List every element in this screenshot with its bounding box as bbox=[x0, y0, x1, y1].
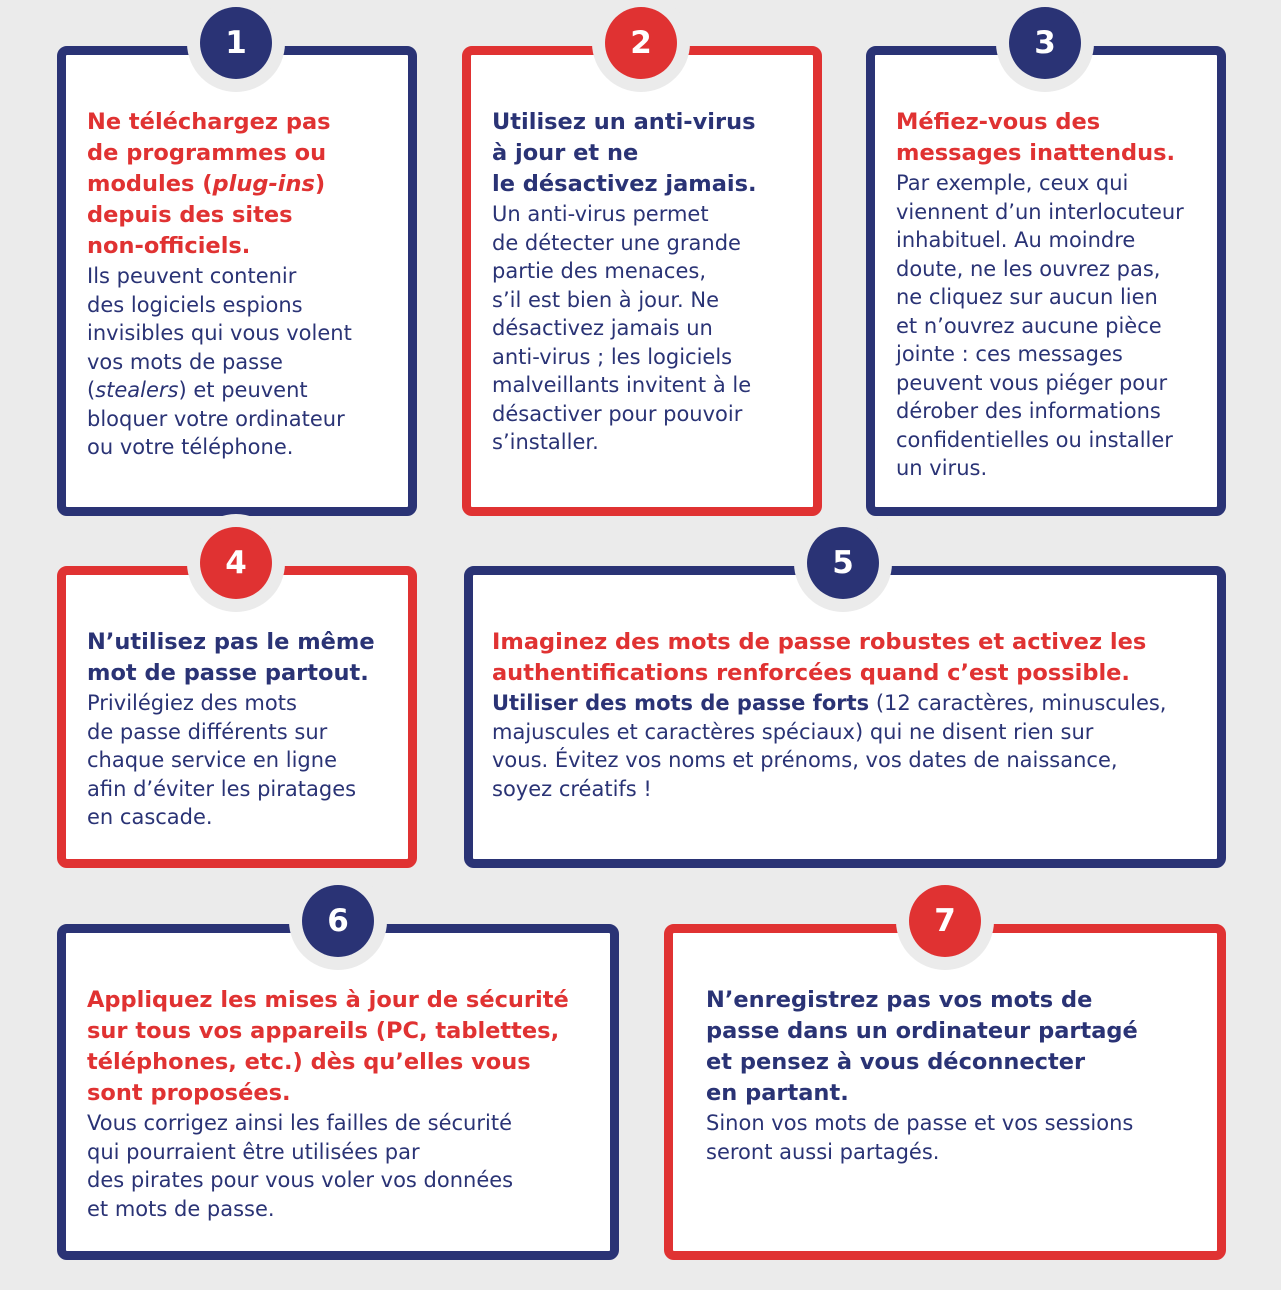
body-line: Un anti-virus permet bbox=[492, 202, 709, 226]
tip-number-badge-7: 7 bbox=[909, 885, 981, 957]
tip-title-1 bbox=[87, 107, 398, 262]
body-line: ne cliquez sur aucun lien bbox=[896, 285, 1158, 309]
tip-content-3 bbox=[896, 107, 1207, 483]
title-line: sont proposées. bbox=[87, 1080, 291, 1106]
tip-card-2 bbox=[462, 25, 822, 516]
body-line: peuvent vous piéger pour bbox=[896, 370, 1168, 395]
body-line: dérober des informations bbox=[896, 399, 1161, 423]
tip-card-6 bbox=[57, 903, 619, 1260]
title-line: passe dans un ordinateur partagé bbox=[706, 1018, 1138, 1044]
tip-title-7 bbox=[706, 985, 1207, 1109]
title-line: Méfiez-vous des bbox=[896, 109, 1101, 135]
title-line: non-officiels. bbox=[87, 233, 251, 259]
title-line: à jour et ne bbox=[492, 140, 639, 166]
title-line: Appliquez les mises à jour de sécurité bbox=[87, 987, 569, 1013]
title-line: Utilisez un anti-virus bbox=[492, 109, 756, 135]
title-line: mot de passe partout. bbox=[87, 660, 369, 686]
body-line: ou votre téléphone. bbox=[87, 435, 294, 459]
tip-title-2 bbox=[492, 107, 803, 200]
body-line: malveillants invitent à le bbox=[492, 373, 752, 397]
tip-body-3 bbox=[896, 169, 1207, 483]
body-line: partie des menaces, bbox=[492, 259, 706, 283]
body-line: des logiciels espions bbox=[87, 292, 303, 317]
body-line: et n’ouvrez aucune pièce bbox=[896, 313, 1162, 338]
tip-body-1 bbox=[87, 262, 398, 462]
body-line: et mots de passe. bbox=[87, 1196, 275, 1221]
tip-card-5 bbox=[464, 545, 1226, 868]
tip-title-3 bbox=[896, 107, 1207, 169]
tip-body-2 bbox=[492, 200, 803, 457]
title-line: Ne téléchargez pas bbox=[87, 109, 331, 135]
body-line: bloquer votre ordinateur bbox=[87, 406, 345, 431]
tip-card-3 bbox=[866, 25, 1226, 516]
body-line: chaque service en ligne bbox=[87, 748, 337, 772]
tip-card-4 bbox=[57, 545, 417, 868]
title-line: N’enregistrez pas vos mots de bbox=[706, 987, 1093, 1013]
body-line: Sinon vos mots de passe et vos sessions bbox=[706, 1111, 1134, 1135]
body-line: s’installer. bbox=[492, 430, 599, 454]
body-line-italic: stealers bbox=[95, 378, 179, 402]
tip-body-5 bbox=[492, 689, 1207, 803]
body-line: afin d’éviter les piratages bbox=[87, 776, 357, 801]
title-line-italic: plug-ins bbox=[212, 171, 315, 197]
title-line: authentifications renforcées quand c’est possible. bbox=[492, 660, 1130, 686]
title-line: messages inattendus. bbox=[896, 140, 1176, 166]
body-line: doute, ne les ouvrez pas, bbox=[896, 256, 1161, 281]
tip-title-4 bbox=[87, 627, 398, 689]
body-line: de détecter une grande bbox=[492, 230, 741, 255]
body-line: de passe différents sur bbox=[87, 719, 328, 744]
body-line: Ils peuvent contenir bbox=[87, 264, 297, 288]
body-line: des pirates pour vous voler vos données bbox=[87, 1168, 514, 1192]
tip-number-badge-5: 5 bbox=[807, 527, 879, 599]
tip-number-badge-1: 1 bbox=[200, 7, 272, 79]
body-line: Vous corrigez ainsi les failles de sécurité bbox=[87, 1111, 512, 1135]
tip-content-2 bbox=[492, 107, 803, 457]
body-line: jointe : ces messages bbox=[896, 342, 1123, 366]
tip-body-7 bbox=[706, 1109, 1207, 1166]
body-line: invisibles qui vous volent bbox=[87, 321, 352, 345]
tip-title-6 bbox=[87, 985, 600, 1109]
tip-card-7 bbox=[664, 903, 1226, 1260]
tip-body-4 bbox=[87, 689, 398, 832]
body-line: majuscules et caractères spéciaux) qui ne disent rien sur bbox=[492, 719, 1094, 744]
body-line: vos mots de passe bbox=[87, 349, 283, 374]
body-line: désactiver pour pouvoir bbox=[492, 401, 743, 426]
title-line: le désactivez jamais. bbox=[492, 171, 757, 197]
body-line: viennent d’un interlocuteur bbox=[896, 199, 1184, 224]
title-line: N’utilisez pas le même bbox=[87, 629, 375, 655]
title-line: depuis des sites bbox=[87, 202, 293, 228]
title-line: ) bbox=[314, 171, 326, 197]
body-line: soyez créatifs ! bbox=[492, 776, 652, 801]
body-line-bold: Utiliser des mots de passe forts bbox=[492, 691, 870, 715]
body-line: en cascade. bbox=[87, 805, 213, 829]
tip-content-5 bbox=[492, 627, 1207, 803]
body-line: vous. Évitez vos noms et prénoms, vos dates de naissance, bbox=[492, 748, 1118, 772]
tip-content-6 bbox=[87, 985, 600, 1223]
tip-number-badge-2: 2 bbox=[605, 7, 677, 79]
body-line: Privilégiez des mots bbox=[87, 691, 297, 715]
tip-body-6 bbox=[87, 1109, 600, 1223]
body-line: ) et peuvent bbox=[178, 378, 308, 402]
body-line: seront aussi partagés. bbox=[706, 1139, 940, 1164]
body-line: s’il est bien à jour. Ne bbox=[492, 287, 720, 312]
title-line: téléphones, etc.) dès qu’elles vous bbox=[87, 1049, 531, 1075]
body-line: (12 caractères, minuscules, bbox=[869, 691, 1167, 715]
tip-content-7 bbox=[706, 985, 1207, 1166]
body-line: qui pourraient être utilisées par bbox=[87, 1139, 420, 1164]
title-line: et pensez à vous déconnecter bbox=[706, 1049, 1086, 1075]
body-line: un virus. bbox=[896, 456, 988, 480]
body-line: ( bbox=[87, 378, 96, 402]
body-line: désactivez jamais un bbox=[492, 316, 713, 340]
body-line: anti-virus ; les logiciels bbox=[492, 344, 733, 369]
body-line: inhabituel. Au moindre bbox=[896, 228, 1136, 252]
title-line: modules ( bbox=[87, 171, 213, 197]
tip-number-badge-4: 4 bbox=[200, 527, 272, 599]
title-line: en partant. bbox=[706, 1080, 849, 1106]
tip-content-1 bbox=[87, 107, 398, 462]
title-line: Imaginez des mots de passe robustes et activez les bbox=[492, 629, 1147, 655]
tip-card-1 bbox=[57, 25, 417, 516]
title-line: sur tous vos appareils (PC, tablettes, bbox=[87, 1018, 560, 1044]
title-line: de programmes ou bbox=[87, 140, 327, 166]
body-line: confidentielles ou installer bbox=[896, 427, 1173, 452]
tip-number-badge-3: 3 bbox=[1009, 7, 1081, 79]
body-line: Par exemple, ceux qui bbox=[896, 171, 1129, 195]
tip-title-5 bbox=[492, 627, 1207, 689]
tip-number-badge-6: 6 bbox=[302, 885, 374, 957]
tip-content-4 bbox=[87, 627, 398, 832]
